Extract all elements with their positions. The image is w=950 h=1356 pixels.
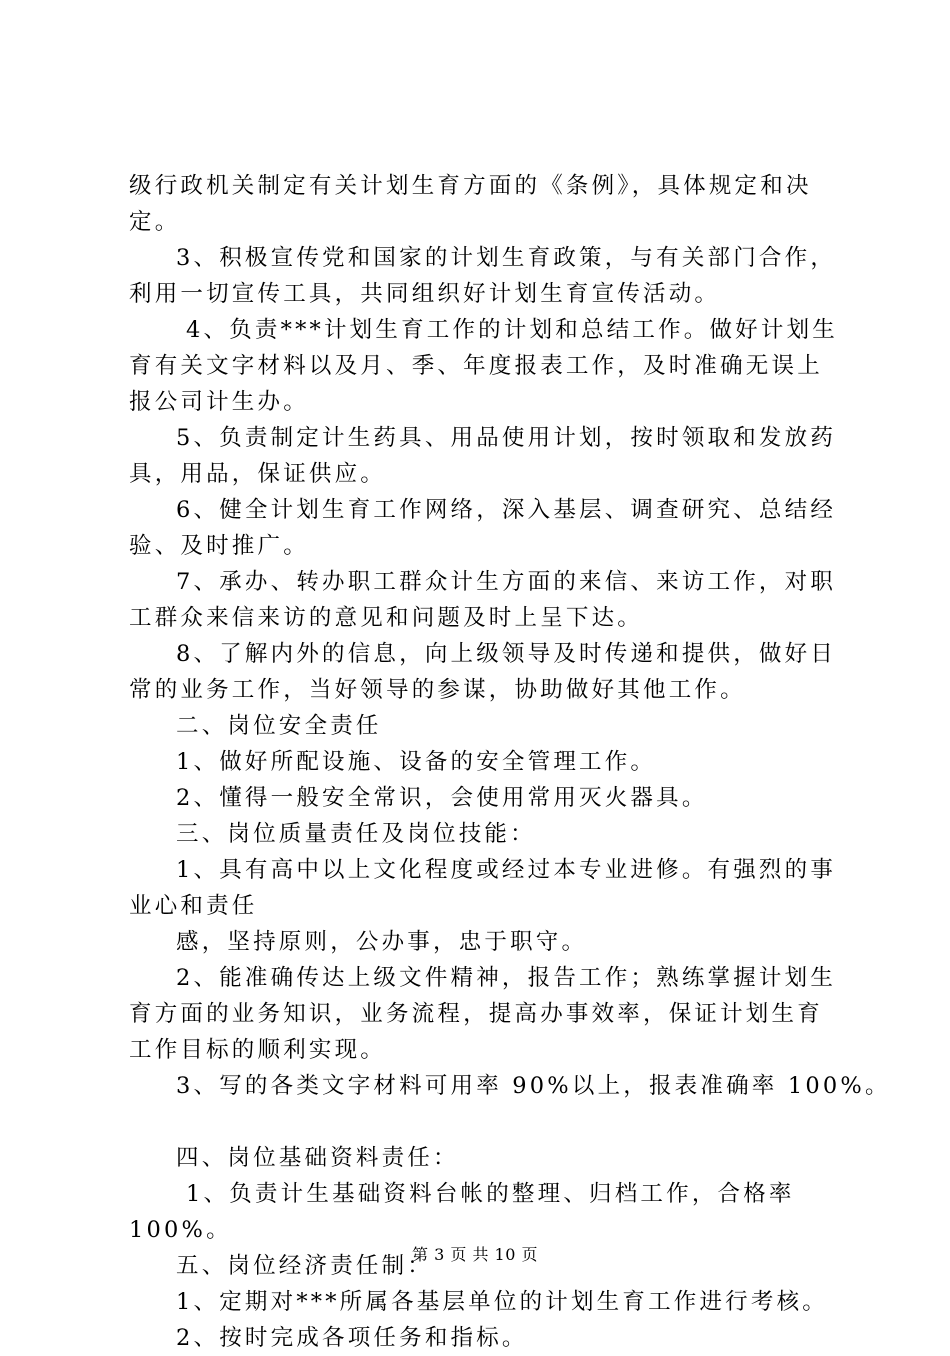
text-line: 感，坚持原则，公办事，忠于职守。 <box>176 929 588 955</box>
text-line: 3、积极宣传党和国家的计划生育政策，与有关部门合作， <box>176 245 837 271</box>
text-line: 1、做好所配设施、设备的安全管理工作。 <box>176 749 657 775</box>
text-line: 工作目标的顺利实现。 <box>129 1037 387 1063</box>
text-line: 育有关文字材料以及月、季、年度报表工作，及时准确无误上 <box>129 353 823 379</box>
text-line: 具，用品，保证供应。 <box>129 461 387 487</box>
text-line: 常的业务工作，当好领导的参谋，协助做好其他工作。 <box>129 677 746 703</box>
text-line: 定。 <box>129 209 181 235</box>
page-number-footer: 第 3 页 共 10 页 <box>412 1245 538 1264</box>
text-line: 级行政机关制定有关计划生育方面的《条例》，具体规定和决 <box>129 173 812 199</box>
document-body <box>129 168 891 1356</box>
text-line: 7、承办、转办职工群众计生方面的来信、来访工作，对职 <box>176 569 837 595</box>
blank-line <box>129 1104 829 1140</box>
body-paragraphs <box>129 168 891 1356</box>
text-line: 4、负责***计划生育工作的计划和总结工作。做好计划生 <box>186 317 838 343</box>
text-line: 报公司计生办。 <box>129 389 309 415</box>
text-line: 5、负责制定计生药具、用品使用计划，按时领取和发放药 <box>176 425 837 451</box>
text-line: 利用一切宣传工具，共同组织好计划生育宣传活动。 <box>129 281 721 307</box>
section-heading: 二、岗位安全责任 <box>176 713 382 739</box>
text-line: 2、按时完成各项任务和指标。 <box>176 1325 528 1351</box>
text-line: 育方面的业务知识，业务流程，提高办事效率，保证计划生育 <box>129 1001 823 1027</box>
text-line: 工群众来信来访的意见和问题及时上呈下达。 <box>129 605 644 631</box>
text-line: 8、了解内外的信息，向上级领导及时传递和提供，做好日 <box>176 641 837 667</box>
section-heading: 三、岗位质量责任及岗位技能： <box>176 821 536 847</box>
text-line: 1、定期对***所属各基层单位的计划生育工作进行考核。 <box>176 1289 828 1315</box>
text-line: 1、具有高中以上文化程度或经过本专业进修。有强烈的事 <box>176 857 837 883</box>
text-line: 6、健全计划生育工作网络，深入基层、调查研究、总结经 <box>176 497 837 523</box>
text-line: 3、写的各类文字材料可用率 90%以上，报表准确率 100%。 <box>176 1073 891 1099</box>
text-line: 验、及时推广。 <box>129 533 309 559</box>
text-line: 1、负责计生基础资料台帐的整理、归档工作，合格率 <box>186 1181 795 1207</box>
text-line: 2、懂得一般安全常识，会使用常用灭火器具。 <box>176 785 708 811</box>
text-line: 2、能准确传达上级文件精神，报告工作；熟练掌握计划生 <box>176 965 837 991</box>
text-line: 业心和责任 <box>129 893 258 919</box>
section-heading: 四、岗位基础资料责任： <box>176 1145 459 1171</box>
section-heading: 五、岗位经济责任制： <box>176 1253 434 1279</box>
text-line: 100%。 <box>129 1217 232 1243</box>
